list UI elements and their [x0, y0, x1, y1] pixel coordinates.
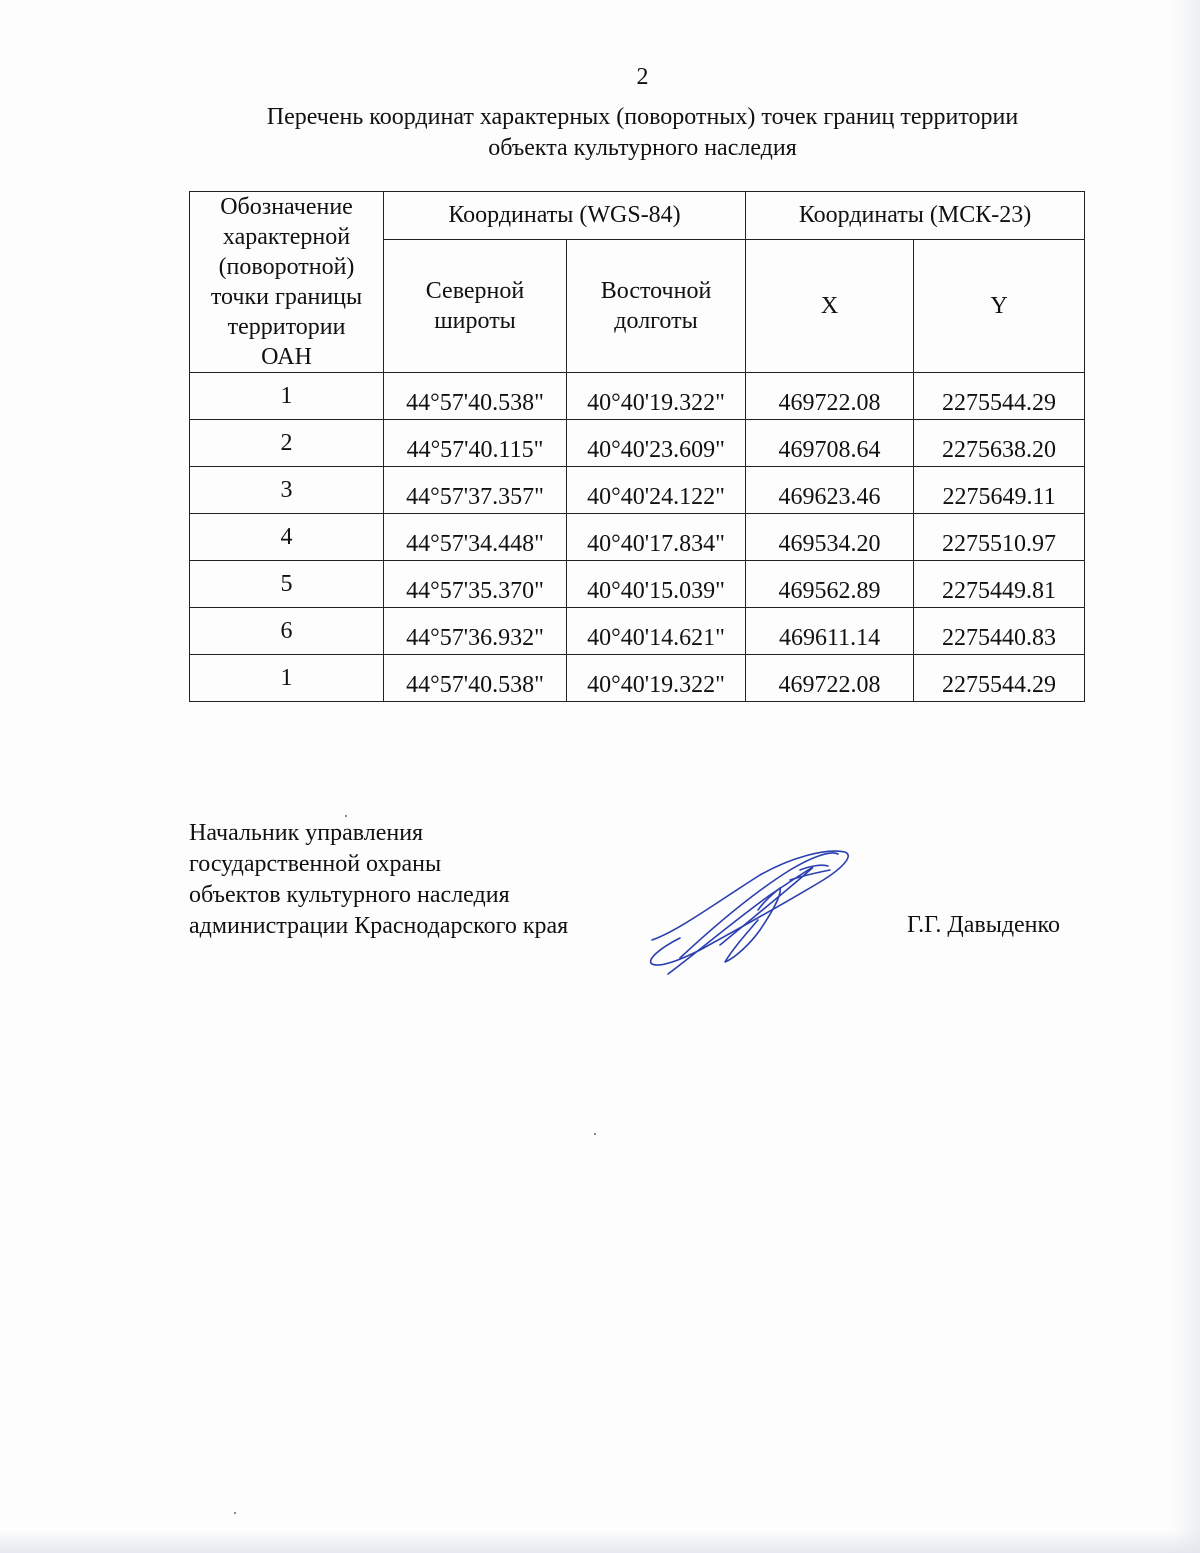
latitude-cell: 44°57'40.538": [384, 655, 567, 702]
header-line: (поворотной): [218, 254, 355, 280]
longitude-cell: 40°40'23.609": [567, 420, 746, 467]
position-line: государственной охраны: [189, 851, 442, 877]
point-cell: 2: [190, 420, 384, 467]
x-cell: 469708.64: [746, 420, 914, 467]
scan-edge: [1172, 0, 1200, 1553]
coordinates-table: [189, 191, 1085, 702]
x-cell: 469562.89: [746, 561, 914, 608]
table-row: [190, 420, 1085, 467]
longitude-cell: 40°40'17.834": [567, 514, 746, 561]
latitude-cell: 44°57'37.357": [384, 467, 567, 514]
y-cell: 2275649.11: [914, 467, 1085, 514]
table-row: [190, 561, 1085, 608]
x-cell: 469623.46: [746, 467, 914, 514]
longitude-cell: 40°40'24.122": [567, 467, 746, 514]
page-number: 2: [636, 64, 649, 90]
point-cell: 6: [190, 608, 384, 655]
signer-name: Г.Г. Давыденко: [907, 912, 1060, 938]
point-cell: 4: [190, 514, 384, 561]
signature-stroke: [725, 888, 780, 962]
table-row: [190, 655, 1085, 702]
position-line: объектов культурного наследия: [189, 882, 510, 908]
longitude-cell: 40°40'19.322": [567, 373, 746, 420]
handwritten-signature: [640, 840, 870, 990]
header-line: Северной: [425, 277, 525, 304]
longitude-cell: 40°40'19.322": [567, 655, 746, 702]
point-cell: 1: [190, 373, 384, 420]
longitude-cell: 40°40'15.039": [567, 561, 746, 608]
header-line: ОАН: [261, 344, 312, 370]
point-cell: 1: [190, 655, 384, 702]
x-cell: 469722.08: [746, 655, 914, 702]
signatory-position: [189, 818, 568, 942]
y-cell: 2275449.81: [914, 561, 1085, 608]
point-cell: 5: [190, 561, 384, 608]
header-line: долготы: [614, 307, 698, 334]
signature-stroke: [651, 851, 849, 965]
document-title-line-1: Перечень координат характерных (поворотных) точек границ территории: [266, 104, 1019, 130]
header-line: характерной: [222, 224, 351, 250]
east-longitude-header: [567, 239, 746, 372]
wgs84-header: Координаты (WGS-84): [384, 192, 746, 240]
header-line: точки границы: [210, 284, 363, 310]
table-row: [190, 608, 1085, 655]
scan-speck: [345, 815, 347, 817]
document-title-line-2: объекта культурного наследия: [488, 135, 797, 161]
y-cell: 2275544.29: [914, 655, 1085, 702]
signature-stroke: [680, 853, 838, 958]
msk23-header: Координаты (МСК-23): [746, 192, 1085, 240]
point-designation-header: [190, 192, 384, 373]
latitude-cell: 44°57'34.448": [384, 514, 567, 561]
document-title: [190, 102, 1095, 164]
latitude-cell: 44°57'36.932": [384, 608, 567, 655]
header-line: территории: [227, 314, 346, 340]
y-cell: 2275544.29: [914, 373, 1085, 420]
longitude-cell: 40°40'14.621": [567, 608, 746, 655]
position-line: администрации Краснодарского края: [189, 913, 569, 939]
latitude-cell: 44°57'40.115": [384, 420, 567, 467]
signature-stroke: [800, 865, 828, 870]
latitude-cell: 44°57'40.538": [384, 373, 567, 420]
x-cell: 469722.08: [746, 373, 914, 420]
y-cell: 2275638.20: [914, 420, 1085, 467]
header-line: Восточной: [600, 277, 712, 304]
y-header: Y: [914, 239, 1085, 372]
north-latitude-header: [384, 239, 567, 372]
x-cell: 469534.20: [746, 514, 914, 561]
header-line: Обозначение: [220, 194, 353, 220]
table-row: [190, 373, 1085, 420]
x-cell: 469611.14: [746, 608, 914, 655]
point-cell: 3: [190, 467, 384, 514]
header-line: широты: [434, 307, 516, 334]
scan-edge: [0, 1531, 1200, 1553]
x-header: X: [746, 239, 914, 372]
scan-speck: [234, 1512, 236, 1514]
scan-speck: [594, 1133, 596, 1135]
position-line: Начальник управления: [189, 820, 424, 846]
table-row: [190, 467, 1085, 514]
y-cell: 2275510.97: [914, 514, 1085, 561]
latitude-cell: 44°57'35.370": [384, 561, 567, 608]
signature-stroke: [790, 870, 830, 880]
y-cell: 2275440.83: [914, 608, 1085, 655]
table-row: [190, 514, 1085, 561]
